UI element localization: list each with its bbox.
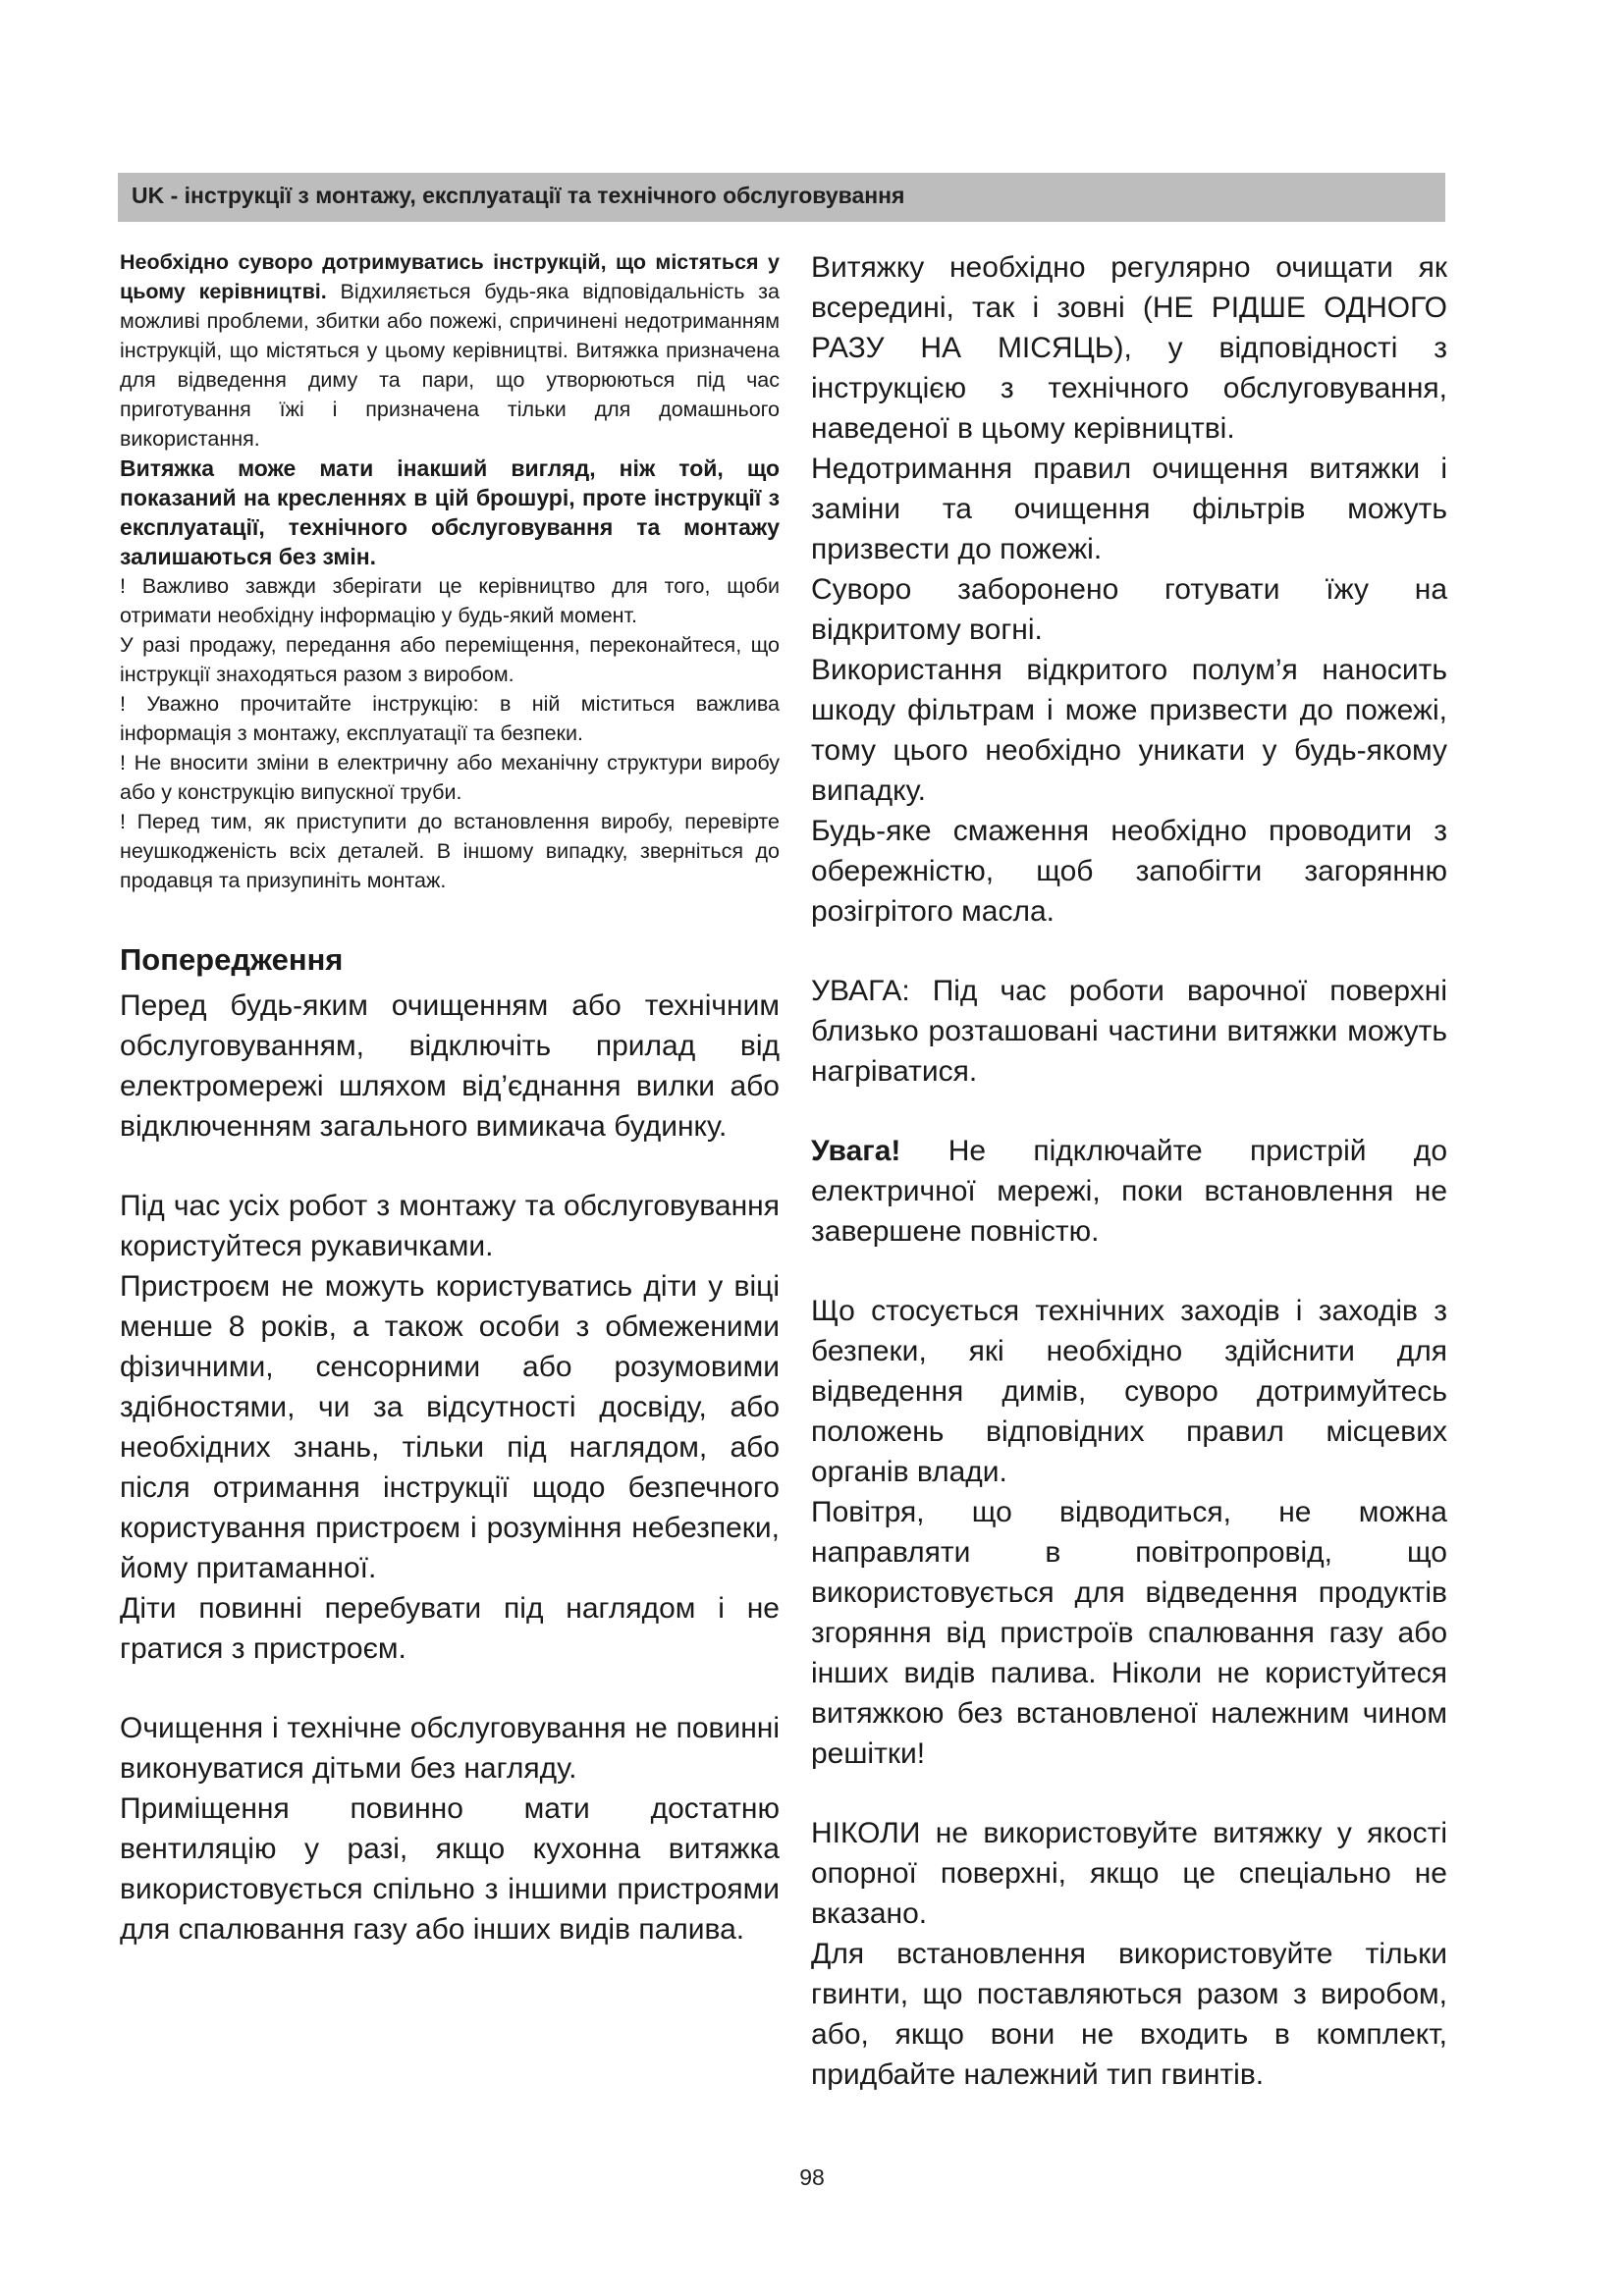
section-header <box>118 173 1445 222</box>
note-read: ! Уважно прочитайте інструкцію: в ній міститься важлива інформація з монтажу, експлуатації та безпеки. <box>120 692 780 745</box>
right-paragraph-8: Що стосується технічних заходів і заходів з безпеки, які необхідно здійснити для відведення димів, суворо дотримуйтесь положень відповідних правил місцевих органів влади. <box>811 1295 1447 1488</box>
page-number: 98 <box>799 2164 825 2190</box>
intro-text: Відхиляється будь-яка відповідальність за можливі проблеми, збитки або пожежі, спричинені недотриманням інструкцій, що містяться у цьому керівництві. Витяжка призначена для відведення диму та пари, що утворюються під час приготування їжі і призначена тільки для домашнього використання. <box>120 280 780 451</box>
right-paragraph-5: Будь-яке смаження необхідно проводити з обережністю, щоб запобігти загорянню розігрітого масла. <box>811 815 1447 928</box>
note-keep-manual: ! Важливо завжди зберігати це керівництво для того, щоби отримати необхідну інформацію у будь-який момент. <box>120 574 780 627</box>
right-paragraph-3: Суворо заборонено готувати їжу на відкритому вогні. <box>811 573 1447 646</box>
right-paragraph-2: Недотримання правил очищення витяжки і заміни та очищення фільтрів можуть призвести до пожежі. <box>811 453 1447 565</box>
warning-paragraph-4: Діти повинні перебувати під наглядом і не гратися з пристроєм. <box>120 1592 780 1665</box>
right-paragraph-10: НІКОЛИ не використовуйте витяжку у якості опорної поверхні, якщо це спеціально не вказано. <box>811 1817 1447 1930</box>
warning-paragraph-1: Перед будь-яким очищенням або технічним обслуговуванням, відключіть прилад від електромережі шляхом від’єднання вилки або відключенням загального вимикача будинку. <box>120 989 780 1143</box>
attention-label: Увага! <box>811 1135 901 1167</box>
warning-paragraph-2: Під час усіх робот з монтажу та обслуговування користуйтеся рукавичками. <box>120 1190 780 1262</box>
warning-paragraph-6: Приміщення повинно мати достатню вентиляцію у разі, якщо кухонна витяжка використовується спільно з іншими пристроями для спалювання газу або інших видів палива. <box>120 1792 780 1946</box>
right-paragraph-1: Витяжку необхідно регулярно очищати як всередині, так і зовні (НЕ РІДШЕ ОДНОГО РАЗУ НА МІСЯЦЬ), у відповідності з інструкцією з технічного обслуговування, наведеної в цьому керівництві. <box>811 251 1447 445</box>
attention-text: Не підключайте пристрій до електричної мережі, поки встановлення не завершене повністю. <box>811 1135 1447 1248</box>
right-paragraph-11: Для встановлення використовуйте тільки гвинти, що поставляються разом з виробом, або, якщо вони не входить в комплект, придбайте належний тип гвинтів. <box>811 1938 1447 2091</box>
note-modify: ! Не вносити зміни в електричну або механічну структури виробу або у конструкцію випускної труби. <box>120 751 780 804</box>
note-check: ! Перед тим, як приступити до встановлення виробу, перевірте неушкодженість всіх деталей. В іншому випадку, зверніться до продавця та призупиніть монтаж. <box>120 810 780 892</box>
right-paragraph-6: УВАГА: Під час роботи варочної поверхні близько розташовані частини витяжки можуть нагріватися. <box>811 975 1447 1088</box>
note-sale: У разі продажу, передання або переміщення, переконайтеся, що інструкції знаходяться разом з виробом. <box>120 633 780 686</box>
intro-bold: Необхідно суворо дотримуватись інструкцій, що містяться у цьому керівництві. <box>120 250 780 303</box>
right-paragraph-9: Повітря, що відводиться, не можна направляти в повітропровід, що використовується для відведення продуктів згоряння від пристроїв спалювання газу або інших видів палива. Ніколи не користуйтеся витяжкою без встановленої належним чином решітки! <box>811 1496 1447 1770</box>
warning-paragraph-3: Пристроєм не можуть користуватись діти у віці менше 8 років, а також особи з обмеженими фізичними, сенсорними або розумовими здібностями, чи за відсутності досвіду, або необхідних знань, тільки під наглядом, або після отримання інструкції щодо безпечного користування пристроєм і розуміння небезпеки, йому притаманної. <box>120 1270 780 1584</box>
right-paragraph-4: Використання відкритого полум’я наносить шкоду фільтрам і може призвести до пожежі, тому цього необхідно уникати у будь-якому випадку. <box>811 654 1447 807</box>
appearance-note: Витяжка може мати інакший вигляд, ніж той, що показаний на кресленнях в цій брошурі, проте інструкції з експлуатації, технічного обслуговування та монтажу залишаються без змін. <box>120 455 780 569</box>
warning-heading: Попередження <box>120 942 344 977</box>
intro-paragraph <box>120 247 780 454</box>
right-column <box>811 247 1447 2095</box>
section-header-title: UK - інструкції з монтажу, експлуатації та технічного обслуговування <box>132 183 905 208</box>
left-column <box>120 247 780 1949</box>
right-paragraph-7 <box>811 1131 1447 1252</box>
warning-paragraph-5: Очищення і технічне обслуговування не повинні виконуватися дітьми без нагляду. <box>120 1712 780 1785</box>
